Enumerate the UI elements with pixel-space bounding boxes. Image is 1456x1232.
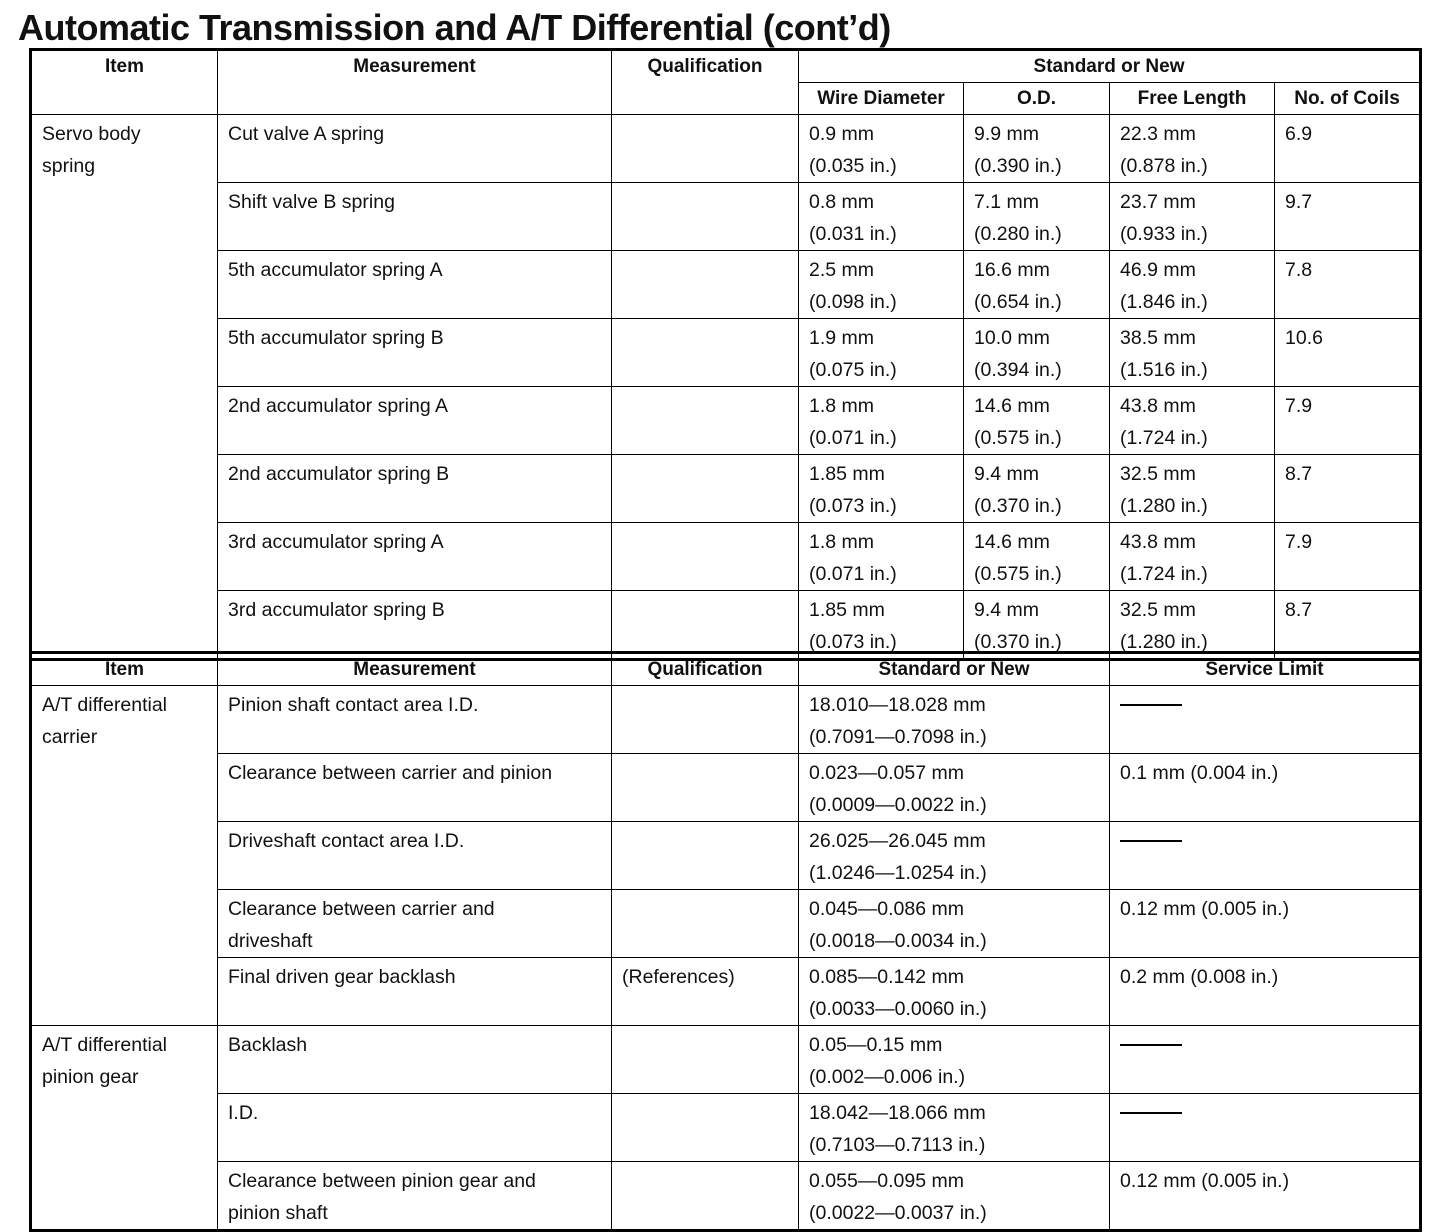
header-free-length: Free Length bbox=[1110, 83, 1275, 115]
wire-diameter-cell: 1.8 mm (0.071 in.) bbox=[799, 523, 964, 591]
qualification-cell bbox=[612, 1094, 799, 1162]
measurement-cell: Shift valve B spring bbox=[218, 183, 612, 251]
measurement-cell: Clearance between carrier and driveshaft bbox=[218, 890, 612, 958]
od-cell: 16.6 mm (0.654 in.) bbox=[964, 251, 1110, 319]
free-length-cell: 46.9 mm (1.846 in.) bbox=[1110, 251, 1275, 319]
item-cell bbox=[31, 1026, 218, 1231]
service-limit-cell: 0.2 mm (0.008 in.) bbox=[1110, 958, 1421, 1026]
free-length-cell: 43.8 mm (1.724 in.) bbox=[1110, 387, 1275, 455]
measurement-cell: Clearance between carrier and pinion bbox=[218, 754, 612, 822]
wire-diameter-cell: 1.85 mm (0.073 in.) bbox=[799, 455, 964, 523]
header-service-limit: Service Limit bbox=[1110, 653, 1421, 686]
measurement-cell: 3rd accumulator spring B bbox=[218, 591, 612, 660]
service-limit-cell bbox=[1110, 1094, 1421, 1162]
item-cell bbox=[31, 686, 218, 1026]
header-od: O.D. bbox=[964, 83, 1110, 115]
free-length-cell: 22.3 mm (0.878 in.) bbox=[1110, 115, 1275, 183]
service-limit-cell: 0.12 mm (0.005 in.) bbox=[1110, 890, 1421, 958]
measurement-cell: Clearance between pinion gear and pinion shaft bbox=[218, 1162, 612, 1231]
service-limit-cell: 0.1 mm (0.004 in.) bbox=[1110, 754, 1421, 822]
qualification-cell bbox=[612, 455, 799, 523]
header-item: Item bbox=[31, 653, 218, 686]
coils-cell: 10.6 bbox=[1275, 319, 1421, 387]
spring-spec-table bbox=[29, 48, 1422, 661]
wire-diameter-cell: 0.9 mm (0.035 in.) bbox=[799, 115, 964, 183]
qualification-cell bbox=[612, 1026, 799, 1094]
qualification-cell bbox=[612, 686, 799, 754]
header-wire-diameter: Wire Diameter bbox=[799, 83, 964, 115]
qualification-cell bbox=[612, 183, 799, 251]
item-line: Servo body bbox=[42, 123, 141, 145]
service-limit-cell bbox=[1110, 822, 1421, 890]
header-item: Item bbox=[31, 50, 218, 115]
qualification-cell bbox=[612, 251, 799, 319]
qualification-cell bbox=[612, 754, 799, 822]
qualification-cell bbox=[612, 523, 799, 591]
header-qualification: Qualification bbox=[612, 50, 799, 115]
standard-cell: 0.023—0.057 mm (0.0009—0.0022 in.) bbox=[799, 754, 1110, 822]
od-cell: 7.1 mm (0.280 in.) bbox=[964, 183, 1110, 251]
no-limit-dash bbox=[1120, 704, 1182, 706]
item-cell bbox=[31, 115, 218, 660]
coils-cell: 7.9 bbox=[1275, 387, 1421, 455]
service-limit-cell bbox=[1110, 686, 1421, 754]
standard-cell: 18.042—18.066 mm (0.7103—0.7113 in.) bbox=[799, 1094, 1110, 1162]
free-length-cell: 43.8 mm (1.724 in.) bbox=[1110, 523, 1275, 591]
qualification-cell bbox=[612, 890, 799, 958]
coils-cell: 7.9 bbox=[1275, 523, 1421, 591]
qualification-cell bbox=[612, 591, 799, 660]
no-limit-dash bbox=[1120, 1044, 1182, 1046]
qualification-cell: (References) bbox=[612, 958, 799, 1026]
qualification-cell bbox=[612, 822, 799, 890]
measurement-cell: Final driven gear backlash bbox=[218, 958, 612, 1026]
od-cell: 9.4 mm (0.370 in.) bbox=[964, 591, 1110, 660]
coils-cell: 8.7 bbox=[1275, 591, 1421, 660]
free-length-cell: 38.5 mm (1.516 in.) bbox=[1110, 319, 1275, 387]
od-cell: 10.0 mm (0.394 in.) bbox=[964, 319, 1110, 387]
measurement-cell: Cut valve A spring bbox=[218, 115, 612, 183]
wire-diameter-cell: 2.5 mm (0.098 in.) bbox=[799, 251, 964, 319]
standard-cell: 0.085—0.142 mm (0.0033—0.0060 in.) bbox=[799, 958, 1110, 1026]
qualification-cell bbox=[612, 1162, 799, 1231]
wire-diameter-cell: 1.9 mm (0.075 in.) bbox=[799, 319, 964, 387]
coils-cell: 8.7 bbox=[1275, 455, 1421, 523]
wire-diameter-cell: 1.8 mm (0.071 in.) bbox=[799, 387, 964, 455]
od-cell: 9.4 mm (0.370 in.) bbox=[964, 455, 1110, 523]
item-line: A/T differential bbox=[42, 1034, 168, 1056]
wire-diameter-cell: 1.85 mm (0.073 in.) bbox=[799, 591, 964, 660]
measurement-cell: 2nd accumulator spring B bbox=[218, 455, 612, 523]
coils-cell: 6.9 bbox=[1275, 115, 1421, 183]
free-length-cell: 32.5 mm (1.280 in.) bbox=[1110, 455, 1275, 523]
differential-spec-table bbox=[29, 651, 1422, 1232]
header-qualification: Qualification bbox=[612, 653, 799, 686]
standard-cell: 0.05—0.15 mm (0.002—0.006 in.) bbox=[799, 1026, 1110, 1094]
wire-diameter-cell: 0.8 mm (0.031 in.) bbox=[799, 183, 964, 251]
free-length-cell: 23.7 mm (0.933 in.) bbox=[1110, 183, 1275, 251]
od-cell: 14.6 mm (0.575 in.) bbox=[964, 523, 1110, 591]
no-limit-dash bbox=[1120, 840, 1182, 842]
item-line: A/T differential bbox=[42, 694, 168, 716]
measurement-cell: I.D. bbox=[218, 1094, 612, 1162]
header-standard-or-new: Standard or New bbox=[799, 653, 1110, 686]
qualification-cell bbox=[612, 387, 799, 455]
measurement-cell: 5th accumulator spring B bbox=[218, 319, 612, 387]
measurement-cell: Pinion shaft contact area I.D. bbox=[218, 686, 612, 754]
measurement-cell: Driveshaft contact area I.D. bbox=[218, 822, 612, 890]
header-standard-or-new: Standard or New bbox=[799, 50, 1421, 83]
coils-cell: 7.8 bbox=[1275, 251, 1421, 319]
free-length-cell: 32.5 mm (1.280 in.) bbox=[1110, 591, 1275, 660]
measurement-cell: 3rd accumulator spring A bbox=[218, 523, 612, 591]
measurement-cell: 2nd accumulator spring A bbox=[218, 387, 612, 455]
header-measurement: Measurement bbox=[218, 653, 612, 686]
header-no-of-coils: No. of Coils bbox=[1275, 83, 1421, 115]
qualification-cell bbox=[612, 319, 799, 387]
item-line: spring bbox=[42, 154, 96, 177]
qualification-cell bbox=[612, 115, 799, 183]
standard-cell: 18.010—18.028 mm (0.7091—0.7098 in.) bbox=[799, 686, 1110, 754]
service-limit-cell: 0.12 mm (0.005 in.) bbox=[1110, 1162, 1421, 1231]
measurement-cell: Backlash bbox=[218, 1026, 612, 1094]
standard-cell: 0.055—0.095 mm (0.0022—0.0037 in.) bbox=[799, 1162, 1110, 1231]
od-cell: 9.9 mm (0.390 in.) bbox=[964, 115, 1110, 183]
coils-cell: 9.7 bbox=[1275, 183, 1421, 251]
service-limit-cell bbox=[1110, 1026, 1421, 1094]
header-measurement: Measurement bbox=[218, 50, 612, 115]
item-line: carrier bbox=[42, 725, 98, 748]
standard-cell: 0.045—0.086 mm (0.0018—0.0034 in.) bbox=[799, 890, 1110, 958]
no-limit-dash bbox=[1120, 1112, 1182, 1114]
measurement-cell: 5th accumulator spring A bbox=[218, 251, 612, 319]
standard-cell: 26.025—26.045 mm (1.0246—1.0254 in.) bbox=[799, 822, 1110, 890]
od-cell: 14.6 mm (0.575 in.) bbox=[964, 387, 1110, 455]
page-title: Automatic Transmission and A/T Differential (cont’d) bbox=[18, 7, 891, 48]
item-line: pinion gear bbox=[42, 1065, 139, 1088]
